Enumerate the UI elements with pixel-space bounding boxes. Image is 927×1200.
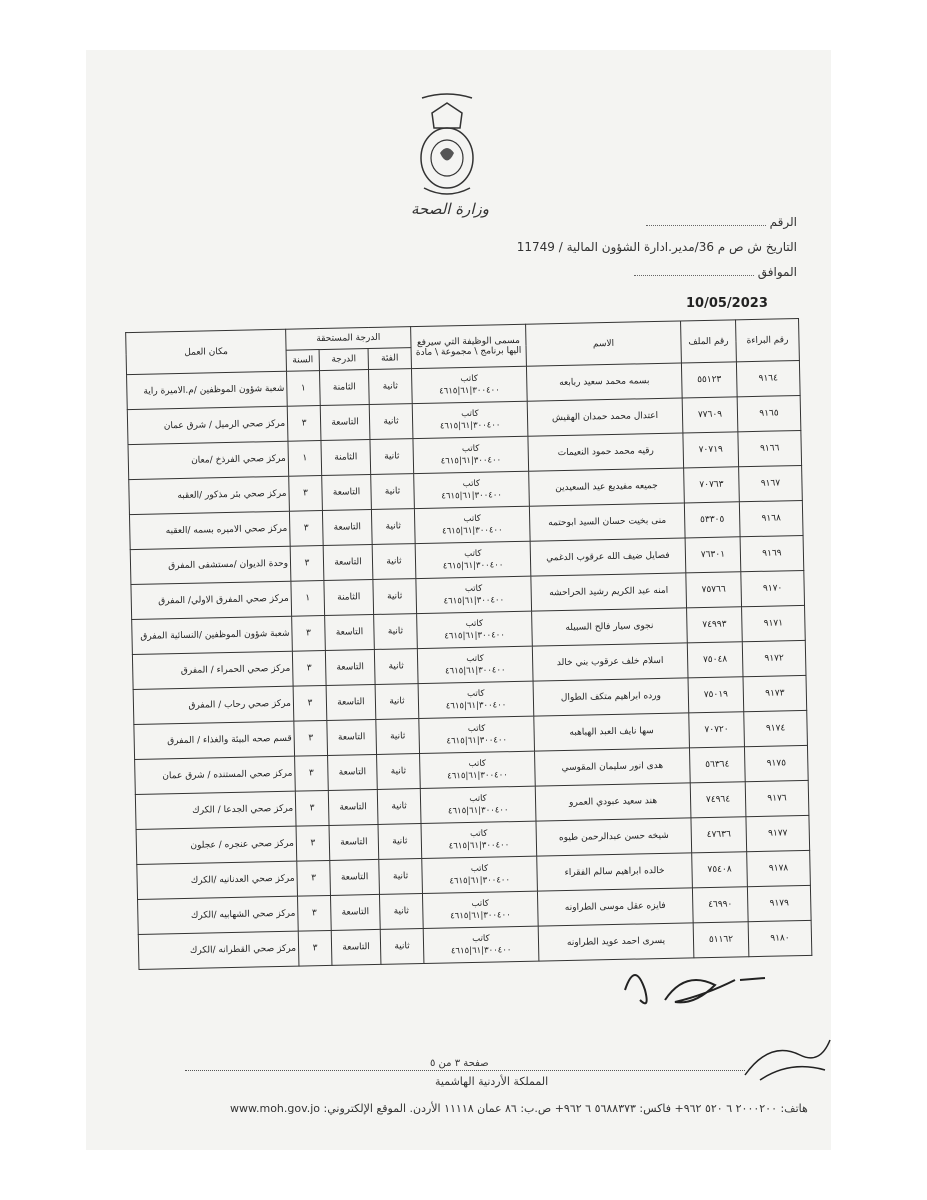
category-cell: ثانية <box>380 929 424 965</box>
job-title: كاتب <box>467 723 486 735</box>
job-cell <box>420 786 536 823</box>
col-category: الفئة <box>368 348 411 370</box>
category-cell: ثانية <box>375 684 419 720</box>
name-cell: شيخه حسن عبدالرحمن طيوه <box>536 818 692 856</box>
job-title: كاتب <box>465 618 484 630</box>
signature-mark <box>615 950 775 1020</box>
file-number-cell: ٥٥١٢٣ <box>681 362 737 398</box>
job-cell <box>422 856 538 893</box>
file-number-cell: ٥١١٦٢ <box>693 922 749 958</box>
workplace-cell: مركز صحي عنجره / عجلون <box>136 826 297 864</box>
job-cell <box>413 436 529 473</box>
col-grade-group: الدرجة المستحقة <box>286 327 411 351</box>
name-cell: سها نايف العبد الهباهبه <box>534 713 690 751</box>
grade-cell: التاسعة <box>327 719 377 755</box>
job-code: ٣٠٠٤٠٠|٦١|٤٦١٥ <box>447 805 509 817</box>
grade-cell: التاسعة <box>329 824 379 860</box>
workplace-cell: مركز صحي العدنانيه /الكرك <box>137 861 298 899</box>
job-code: ٣٠٠٤٠٠|٦١|٤٦١٥ <box>450 945 512 957</box>
job-code: ٣٠٠٤٠٠|٦١|٤٦١٥ <box>441 490 503 502</box>
employees-table <box>125 318 812 970</box>
ministry-name: وزارة الصحة <box>411 200 489 218</box>
name-cell: منى بخيت حسان السيد ابوحتمه <box>529 503 685 541</box>
year-cell: ٣ <box>294 720 328 756</box>
file-number-cell: ٤٦٩٩٠ <box>692 887 748 923</box>
grade-cell: التاسعة <box>320 405 370 441</box>
job-title: كاتب <box>469 793 487 805</box>
name-cell: رقيه محمد حمود النعيمات <box>528 433 684 471</box>
file-number-cell: ٥٣٣٠٥ <box>684 502 740 538</box>
file-number-cell: ٧٥٧٦٦ <box>686 572 742 608</box>
bara-cell: ٩١٦٨ <box>739 500 803 536</box>
name-cell: اسلام خلف عرقوب بني خالد <box>532 643 688 681</box>
category-cell: ثانية <box>372 544 416 580</box>
job-code: ٣٠٠٤٠٠|٦١|٤٦١٥ <box>449 875 511 887</box>
year-cell: ١ <box>287 371 321 407</box>
year-cell: ٣ <box>296 825 330 861</box>
category-cell: ثانية <box>377 789 421 825</box>
date-label: التاريخ <box>765 240 797 254</box>
category-cell: ثانية <box>378 824 422 860</box>
workplace-cell: مركز صحي الفرذخ /معان <box>128 441 289 479</box>
job-cell <box>411 366 527 403</box>
bara-cell: ٩١٨٠ <box>748 920 812 956</box>
job-title: كاتب <box>470 863 489 874</box>
bara-cell: ٩١٧٨ <box>747 850 811 886</box>
job-cell <box>420 751 536 788</box>
workplace-cell: مركز صحي الجدعا / الكرك <box>135 791 296 829</box>
name-cell: هدى انور سليمان المقوسي <box>535 748 691 786</box>
name-cell: فايزه عقل موسى الطراونه <box>537 888 693 926</box>
category-cell: ثانية <box>371 474 415 510</box>
year-cell: ١ <box>291 581 325 617</box>
name-cell: بسمه محمد سعيد ربابعه <box>526 363 682 401</box>
job-cell <box>414 471 530 508</box>
year-cell: ٣ <box>290 546 324 582</box>
year-cell: ٣ <box>289 476 323 512</box>
file-number-cell: ٧٠٧١٩ <box>683 432 739 468</box>
grade-cell: التاسعة <box>323 544 373 580</box>
job-cell <box>418 681 534 718</box>
year-cell: ٣ <box>295 790 329 826</box>
name-cell: هند سعيد عبودي العمرو <box>535 783 691 821</box>
bara-cell: ٩١٧٠ <box>741 570 805 606</box>
bara-cell: ٩١٧٢ <box>742 640 806 676</box>
workplace-cell: مركز صحي الاميره بسمه /العقبه <box>129 511 290 549</box>
workplace-cell: مركز صحي الحمراء / المفرق <box>132 651 293 689</box>
job-code: ٣٠٠٤٠٠|٦١|٤٦١٥ <box>442 525 503 537</box>
job-code: ٣٠٠٤٠٠|٦١|٤٦١٥ <box>448 840 510 852</box>
category-cell: ثانية <box>374 649 418 685</box>
workplace-cell: مركز صحي المفرق الاولي/ المفرق <box>131 581 292 619</box>
col-bara: رقم البراءة <box>736 319 800 362</box>
corresponding-label: الموافق <box>757 265 797 279</box>
date-value: ش ص م 36/مدير.ادارة الشؤون المالية / 11749 <box>516 240 763 254</box>
name-cell: ورده ابراهيم متكف الطوال <box>533 678 689 716</box>
bara-cell: ٩١٧٤ <box>744 710 808 746</box>
file-number-cell: ٧٤٩٩٣ <box>687 607 743 643</box>
grade-cell: التاسعة <box>328 754 378 790</box>
category-cell: ثانية <box>376 719 420 755</box>
grade-cell: الثامنة <box>324 579 374 615</box>
workplace-cell: شعبة شؤون الموظفين /النسائية المفرق <box>132 616 293 654</box>
col-file: رقم الملف <box>681 320 737 363</box>
year-cell: ١ <box>288 441 322 477</box>
bara-cell: ٩١٦٦ <box>738 430 802 466</box>
grade-cell: التاسعة <box>330 894 380 930</box>
file-number-cell: ٧٥٠١٩ <box>688 677 744 713</box>
year-cell: ٣ <box>292 615 326 651</box>
bara-cell: ٩١٧٦ <box>745 780 809 816</box>
file-number-cell: ٥٦٣٦٤ <box>689 747 745 783</box>
year-cell: ٣ <box>293 685 327 721</box>
job-cell <box>412 401 528 438</box>
job-title: كاتب <box>461 408 479 420</box>
grade-cell: التاسعة <box>328 789 378 825</box>
grade-cell: الثامنة <box>319 370 369 406</box>
bara-cell: ٩١٦٥ <box>737 395 801 431</box>
name-cell: فصايل ضيف الله عرقوب الدغمي <box>530 538 686 576</box>
job-title: كاتب <box>468 758 487 770</box>
category-cell: ثانية <box>379 859 423 895</box>
grade-cell: التاسعة <box>326 684 376 720</box>
file-number-cell: ٧٥٤٠٨ <box>692 852 748 888</box>
name-cell: يسرى احمد عويد الطراونه <box>538 923 694 961</box>
category-cell: ثانية <box>368 369 412 405</box>
workplace-cell: وحدة الديوان /مستشفى المفرق <box>130 546 291 584</box>
col-name: الاسم <box>526 321 682 366</box>
grade-cell: التاسعة <box>322 475 372 511</box>
table-body <box>127 361 812 970</box>
workplace-cell: مركز صحي الشهابيه /الكرك <box>138 896 299 934</box>
job-code: ٣٠٠٤٠٠|٦١|٤٦١٥ <box>440 455 502 467</box>
job-title: كاتب <box>464 548 482 560</box>
job-cell <box>417 611 533 648</box>
name-cell: نجوى سيار فالح السبيله <box>532 608 688 646</box>
job-title: كاتب <box>463 513 481 525</box>
signature-mark-2 <box>740 1020 835 1090</box>
job-cell <box>416 576 532 613</box>
name-cell: جميعه مفيديع عيد السعيدين <box>529 468 685 506</box>
workplace-cell: مركز صحي بئر مذكور /العقبه <box>129 476 290 514</box>
category-cell: ثانية <box>379 894 423 930</box>
coat-of-arms-emblem <box>412 88 482 208</box>
job-cell <box>421 821 537 858</box>
workplace-cell: مركز صحي رحاب / المفرق <box>133 686 294 724</box>
footer-kingdom: المملكة الأردنية الهاشمية <box>435 1075 549 1088</box>
bara-cell: ٩١٧٥ <box>744 745 808 781</box>
year-cell: ٣ <box>295 755 329 791</box>
reference-value <box>646 225 766 226</box>
category-cell: ثانية <box>377 754 421 790</box>
grade-cell: التاسعة <box>325 649 375 685</box>
job-code: ٣٠٠٤٠٠|٦١|٤٦١٥ <box>442 560 504 572</box>
job-cell <box>417 646 533 683</box>
bara-cell: ٩١٧٩ <box>747 885 811 921</box>
job-title: كاتب <box>469 828 488 840</box>
job-cell <box>415 541 531 578</box>
category-cell: ثانية <box>371 509 415 545</box>
bara-cell: ٩١٧٧ <box>746 815 810 851</box>
job-title: كاتب <box>461 443 480 455</box>
year-cell: ٣ <box>298 930 332 966</box>
name-cell: اعتدال محمد حمدان الهقيش <box>527 398 683 436</box>
col-grade: الدرجة <box>319 349 368 371</box>
workplace-cell: مركز صحي القطرانه /الكرك <box>138 931 299 969</box>
job-title: كاتب <box>472 933 490 944</box>
bara-cell: ٩١٦٤ <box>736 361 800 397</box>
file-number-cell: ٧٦٣٠١ <box>685 537 741 573</box>
file-number-cell: ٧٥٠٤٨ <box>687 642 743 678</box>
category-cell: ثانية <box>370 439 414 475</box>
name-cell: خالده ابراهيم سالم الفقراء <box>537 853 693 891</box>
file-number-cell: ٧٠٧٢٠ <box>689 712 745 748</box>
job-title: كاتب <box>464 583 483 595</box>
year-cell: ٣ <box>297 895 331 931</box>
job-code: ٣٠٠٤٠٠|٦١|٤٦١٥ <box>439 385 500 397</box>
year-cell: ٣ <box>297 860 331 896</box>
workplace-cell: قسم صحه البيئة والغذاء / المفرق <box>134 721 295 759</box>
category-cell: ثانية <box>373 579 417 615</box>
job-title: كاتب <box>467 688 485 700</box>
grade-cell: التاسعة <box>330 859 380 895</box>
grade-cell: الثامنة <box>321 440 371 476</box>
job-code: ٣٠٠٤٠٠|٦١|٤٦١٥ <box>439 420 501 432</box>
category-cell: ثانية <box>369 404 413 440</box>
job-code: ٣٠٠٤٠٠|٦١|٤٦١٥ <box>446 735 508 747</box>
file-number-cell: ٧٧٦٠٩ <box>682 397 738 433</box>
job-cell <box>419 716 535 753</box>
footer-contact: هاتف: ٢٠٠٠٢٠٠ ٦ ٥٢٠ ٩٦٢+ فاكس: ٥٦٨٨٣٧٣ ٦ ٩٦٢+ ص.ب: ٨٦ عمان ١١١١٨ الأردن. الموقع الإلكتروني: www.moh.gov.jo <box>230 1102 808 1115</box>
file-number-cell: ٧٠٧٦٣ <box>684 467 740 503</box>
job-cell <box>423 926 539 963</box>
job-title: كاتب <box>466 653 484 665</box>
letter-date: 10/05/2023 <box>686 296 768 311</box>
job-cell <box>422 891 538 928</box>
file-number-cell: ٧٤٩٦٤ <box>690 782 746 818</box>
grade-cell: التاسعة <box>325 614 375 650</box>
reference-line <box>646 215 797 229</box>
col-year: السنة <box>286 350 319 372</box>
grade-cell: التاسعة <box>331 929 381 965</box>
footer-divider <box>185 1070 745 1071</box>
job-title: كاتب <box>462 478 481 490</box>
date-line <box>517 240 797 254</box>
year-cell: ٣ <box>289 511 323 547</box>
job-title: كاتب <box>460 373 478 385</box>
col-place: مكان العمل <box>126 329 287 374</box>
bara-cell: ٩١٦٩ <box>740 535 804 571</box>
col-job: مسمى الوظيفة التي سيرفع اليها برنامج \ مجموعة \ مادة <box>411 324 527 368</box>
file-number-cell: ٤٧٦٣٦ <box>691 817 747 853</box>
year-cell: ٣ <box>287 406 321 442</box>
job-code: ٣٠٠٤٠٠|٦١|٤٦١٥ <box>444 630 505 642</box>
job-code: ٣٠٠٤٠٠|٦١|٤٦١٥ <box>445 700 507 712</box>
workplace-cell: مركز صحي الرميل / شرق عمان <box>127 406 288 444</box>
corresponding-line <box>634 265 797 279</box>
name-cell: امنه عبد الكريم رشيد الحراحشه <box>531 573 687 611</box>
grade-cell: التاسعة <box>322 509 372 545</box>
bara-cell: ٩١٧٣ <box>743 675 807 711</box>
bara-cell: ٩١٧١ <box>742 605 806 641</box>
workplace-cell: شعبة شؤون الموظفين /م.الاميرة راية <box>127 371 288 409</box>
job-title: كاتب <box>471 898 489 909</box>
category-cell: ثانية <box>374 614 418 650</box>
job-code: ٣٠٠٤٠٠|٦١|٤٦١٥ <box>444 665 506 677</box>
reference-label: الرقم <box>769 215 797 229</box>
year-cell: ٣ <box>292 650 326 686</box>
bara-cell: ٩١٦٧ <box>739 465 803 501</box>
job-cell <box>414 506 530 543</box>
page-number: صفحة ٣ من ٥ <box>430 1058 489 1069</box>
job-code: ٣٠٠٤٠٠|٦١|٤٦١٥ <box>447 770 508 782</box>
job-code: ٣٠٠٤٠٠|٦١|٤٦١٥ <box>443 595 505 607</box>
job-code: ٣٠٠٤٠٠|٦١|٤٦١٥ <box>450 910 511 922</box>
workplace-cell: مركز صحي المستنده / شرق عمان <box>135 756 296 794</box>
